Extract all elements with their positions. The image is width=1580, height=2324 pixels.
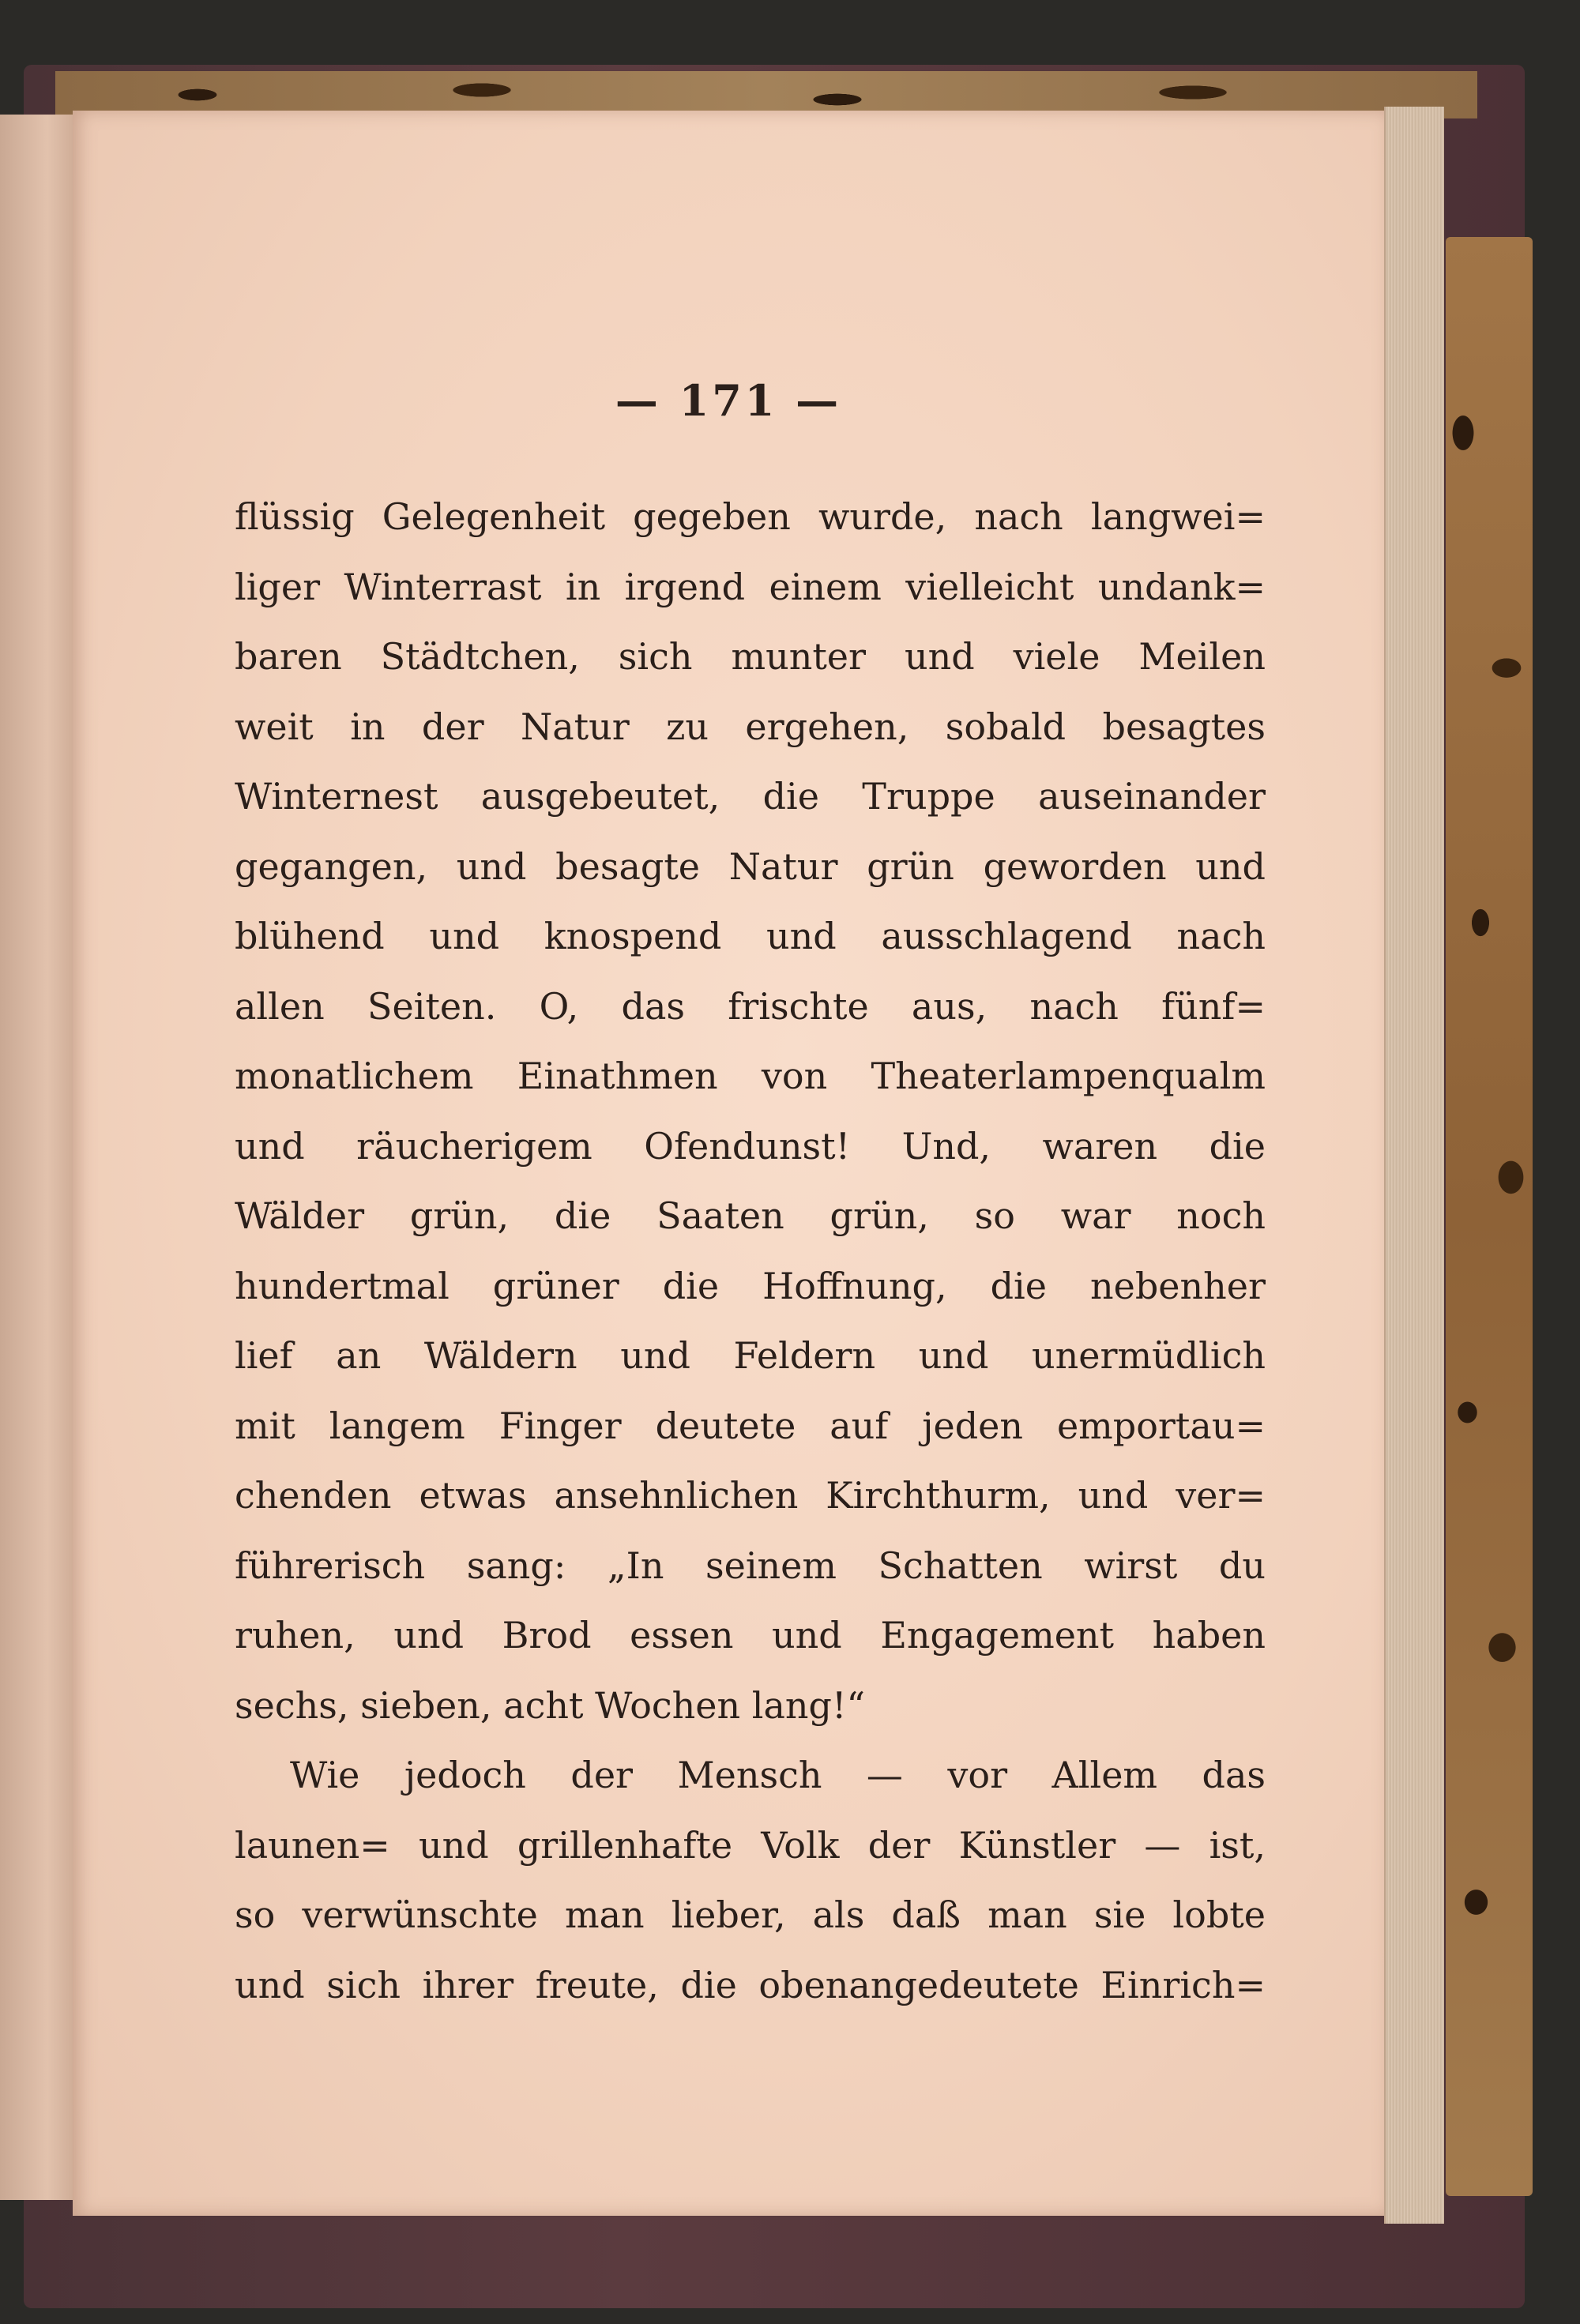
text-line: launen= und grillenhafte Volk der Künstler — ist, [235,1823,1266,1867]
text-line: weit in der Natur zu ergehen, sobald besagtes [235,705,1266,748]
page-block-edges [1384,107,1444,2224]
left-page-edge [0,115,74,2200]
text-line: führerisch sang: „In seinem Schatten wirst du [235,1544,1266,1587]
text-line: monatlichem Einathmen von Theaterlampenqualm [235,1055,1266,1097]
text-line: chenden etwas ansehnlichen Kirchthurm, und ver= [235,1474,1266,1517]
text-line: liger Winterrast in irgend einem vielleicht undank= [235,565,1266,608]
text-line: mit langem Finger deutete auf jeden emportau= [235,1404,1266,1447]
text-line: und räucherigem Ofendunst! Und, waren die [235,1124,1266,1168]
text-line: gegangen, und besagte Natur grün geworden und [235,844,1266,888]
text-line: sechs, sieben, acht Wochen lang!“ [235,1683,865,1727]
text-line: flüssig Gelegenheit gegeben wurde, nach langwei= [235,495,1266,538]
text-line: Winternest ausgebeutet, die Truppe auseinander [235,775,1266,818]
page-body-text [235,482,1266,2020]
text-line: blühend und knospend und ausschlagend nach [235,915,1266,957]
text-line: und sich ihrer freute, die obenangedeutete Einrich= [235,1963,1266,2006]
book-page [73,111,1384,2216]
text-line: so verwünschte man lieber, als daß man sie lobte [235,1893,1266,1936]
text-line: Wie jedoch der Mensch — vor Allem das [290,1754,1266,1796]
text-line: lief an Wäldern und Feldern und unermüdlich [235,1334,1266,1377]
text-line: baren Städtchen, sich munter und viele Meilen [235,635,1266,678]
book-cover-edge [1446,237,1533,2196]
text-line: hundertmal grüner die Hoffnung, die nebenher [235,1264,1266,1307]
text-line: Wälder grün, die Saaten grün, so war noch [235,1194,1266,1237]
text-line: allen Seiten. O, das frischte aus, nach fünf= [235,984,1266,1028]
text-line: ruhen, und Brod essen und Engagement haben [235,1614,1266,1657]
page-number: — 171 — [615,375,842,426]
